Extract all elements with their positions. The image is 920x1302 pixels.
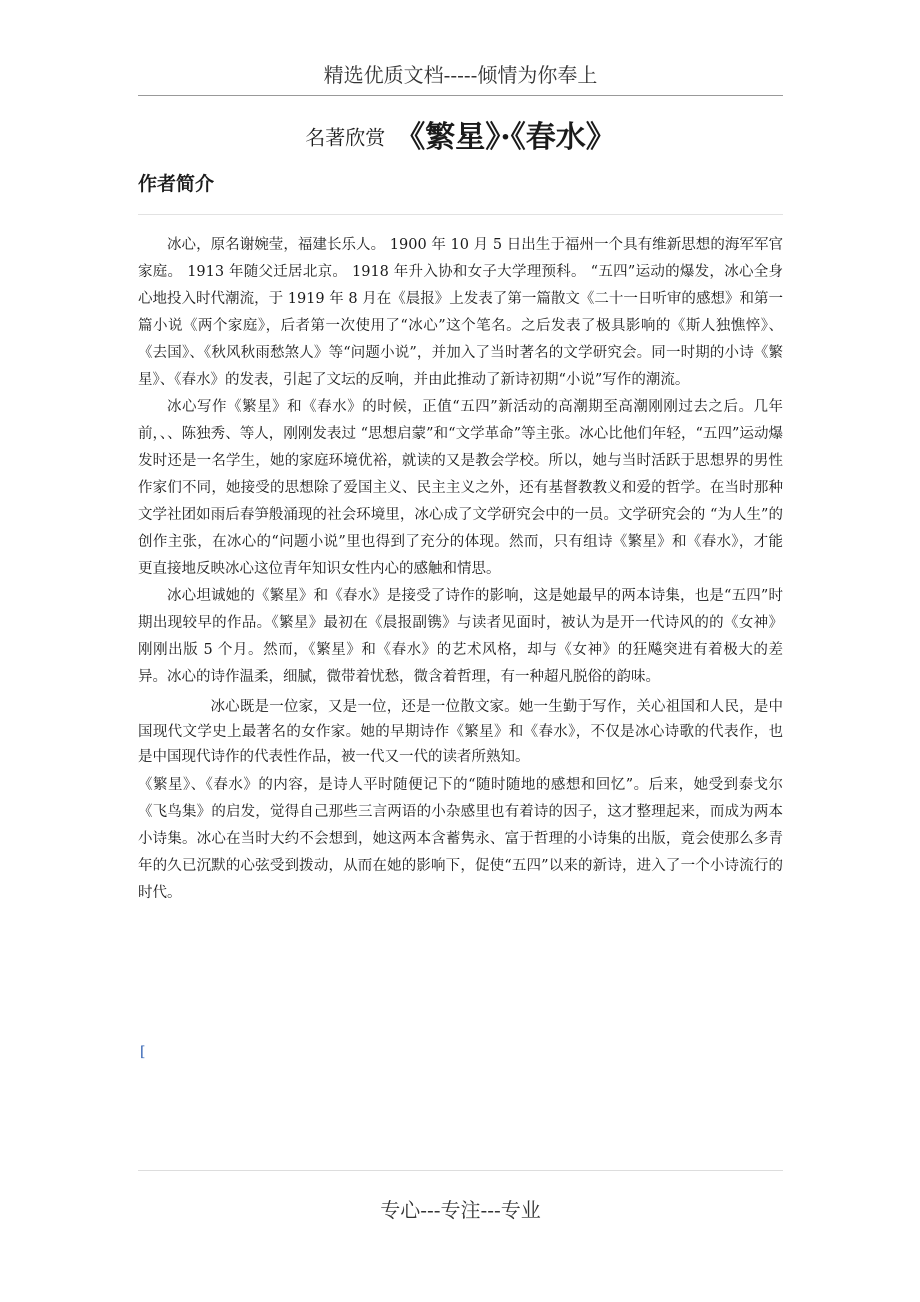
- paragraph-1: 冰心，原名谢婉莹，福建长乐人。 1900 年 10 月 5 日出生于福州一个具有维新思想的海军军官家庭。 1913 年随父迁居北京。 1918 年升入协和女子大学理预科。 “五四”运动的爆发，冰心全身心地投入时代潮流，于 1919 年 8 月在《晨报》上发表了第一篇散文《二十一日听审的感想》和第一篇小说《两个家庭》，后者第一次使用了“冰心”这个笔名。之后发表了极具影响的《斯人独憔悴》、《去国》、《秋风秋雨愁煞人》等“问题小说”，并加入了当时著名的文学研究会。同一时期的小诗《繁星》、《春水》的发表，引起了文坛的反响，并由此推动了新诗初期“小说”写作的潮流。: [138, 237, 783, 388]
- running-footer: 专心---专注---专业: [380, 1198, 541, 1222]
- paragraph-4: 冰心既是一位家，又是一位，还是一位散文家。她一生勤于写作，关心祖国和人民，是中国现代文学史上最著名的女作家。她的早期诗作《繁星》和《春水》，不仅是冰心诗歌的代表作，也是中国现代诗作的代表性作品，被一代又一代的读者所熟知。: [138, 699, 783, 765]
- title-main: 《繁星》·《春水》: [395, 119, 616, 155]
- paragraph-3: 冰心坦诚她的《繁星》和《春水》是接受了诗作的影响，这是她最早的两本诗集，也是“五四”时期出现较早的作品。《繁星》最初在《晨报副镌》与读者见面时，被认为是开一代诗风的的《女神》刚刚出版 5 个月。然而，《繁星》和《春水》的艺术风格，却与《女神》的狂飚突进有着极大的差异。冰心的诗作温柔，细腻，微带着忧愁，微含着哲理，有一种超凡脱俗的韵味。: [138, 588, 783, 685]
- section-heading: 作者简介: [138, 173, 215, 195]
- paragraph-5: 《繁星》、《春水》的内容，是诗人平时随便记下的“随时随地的感想和回忆”。后来，她受到泰戈尔《飞鸟集》的启发，觉得自己那些三言两语的小杂感里也有着诗的因子，这才整理起来，而成为两本小诗集。冰心在当时大约不会想到，她这两本含蓄隽永、富于哲理的小诗集的出版，竟会使那么多青年的久已沉默的心弦受到拨动，从而在她的影响下，促使“五四”以来的新诗，进入了一个小诗流行的时代。: [138, 777, 783, 901]
- page-title: [138, 112, 783, 163]
- link-bracket[interactable]: [: [140, 1044, 146, 1060]
- article-body: [138, 232, 783, 907]
- footer-divider: [138, 1170, 783, 1171]
- header-divider: [138, 95, 783, 96]
- title-prefix: 名著欣赏: [305, 125, 386, 150]
- section-divider: [138, 214, 783, 215]
- running-header: 精选优质文档-----倾情为你奉上: [323, 63, 598, 87]
- paragraph-2: 冰心写作《繁星》和《春水》的时候，正值“五四”新活动的高潮期至高潮刚刚过去之后。几年前，、、陈独秀、等人，刚刚发表过 “思想启蒙”和“文学革命”等主张。冰心比他们年轻，“五四”运动爆发时还是一名学生，她的家庭环境优裕，就读的又是教会学校。所以，她与当时活跃于思想界的男性作家们不同，她接受的思想除了爱国主义、民主主义之外，还有基督教教义和爱的哲学。在当时那种文学社团如雨后春笋般涌现的社会环境里，冰心成了文学研究会中的一员。文学研究会的 “为人生”的创作主张，在冰心的“问题小说”里也得到了充分的体现。然而，只有组诗《繁星》和《春水》，才能更直接地反映冰心这位青年知识女性内心的感触和情思。: [138, 399, 783, 577]
